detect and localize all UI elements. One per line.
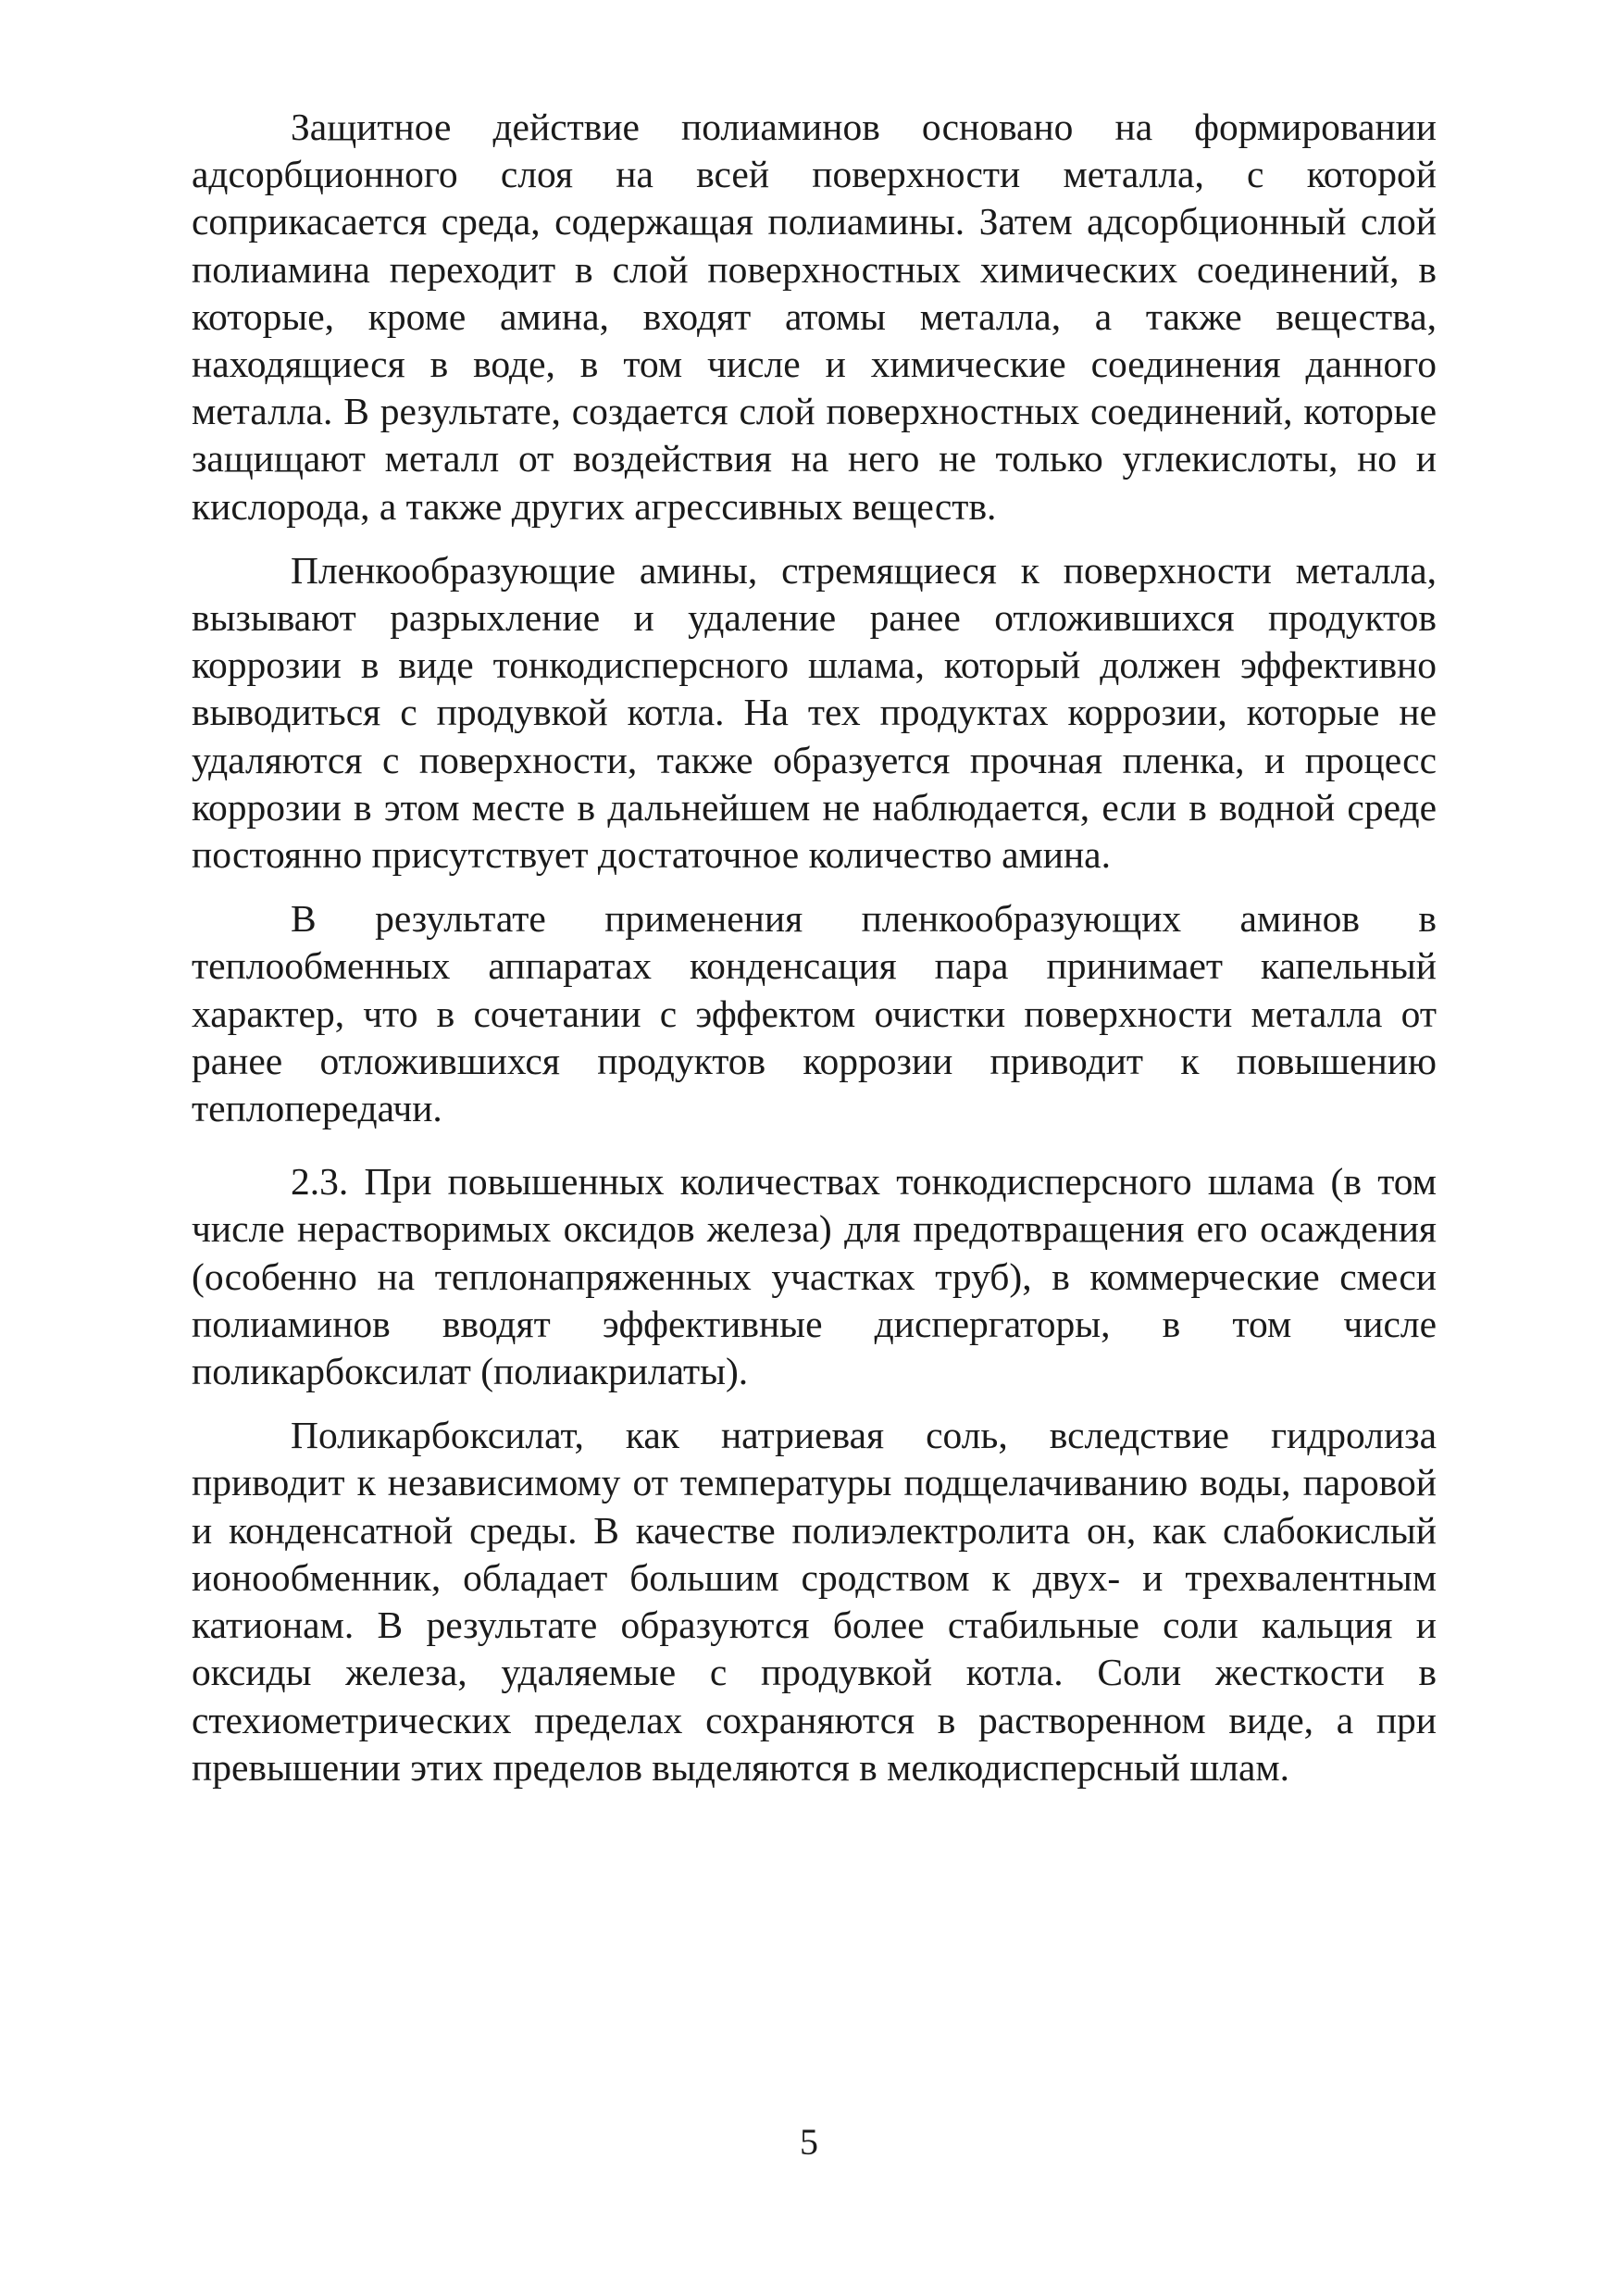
paragraph-heat-transfer: В результате применения пленкообразующих аминов в теплообменных аппаратах конденсация пара принимает капельный характер, что в сочетании с эффектом очистки поверхности металла от ранее отложившихся продуктов коррозии приводит к повышению теплопередачи. bbox=[192, 897, 1437, 1130]
paragraph-polycarboxylate: Поликарбоксилат, как натриевая соль, вследствие гидролиза приводит к независимому от температуры подщелачиванию воды, паровой и конденсатной среды. В качестве полиэлектролита он, как слабокислый ионообменник, обладает большим сродством к двух- и трехвалентным катионам. В результате образуются более стабильные соли кальция и оксиды железа, удаляемые с продувкой котла. Соли жесткости в стехиометрических пределах сохраняются в растворенном виде, а при превышении этих пределов выделяются в мелкодисперсный шлам. bbox=[192, 1414, 1437, 1789]
paragraph-section-2-3: 2.3. При повышенных количествах тонкодисперсного шлама (в том числе нерастворимых оксидов железа) для предотвращения его осаждения (особенно на теплонапряженных участках труб), в коммерческие смеси полиаминов вводят эффективные диспергаторы, в том числе поликарбоксилат (полиакрилаты). bbox=[192, 1160, 1437, 1393]
page-number: 5 bbox=[800, 2121, 818, 2163]
paragraph-film-forming-amines: Пленкообразующие амины, стремящиеся к поверхности металла, вызывают разрыхление и удаление ранее отложившихся продуктов коррозии в виде тонкодисперсного шлама, который должен эффективно выводиться с продувкой котла. На тех продуктах коррозии, которые не удаляются с поверхности, также образуется прочная пленка, и процесс коррозии в этом месте в дальнейшем не наблюдается, если в водной среде постоянно присутствует достаточное количество амина. bbox=[192, 548, 1437, 877]
paragraph-polyamine-protection: Защитное действие полиаминов основано на формировании адсорбционного слоя на всей поверхности металла, с которой соприкасается среда, содержащая полиамины. Затем адсорбционный слой полиамина переходит в слой поверхностных химических соединений, в которые, кроме амина, входят атомы металла, а также вещества, находящиеся в воде, в том числе и химические соединения данного металла. В результате, создается слой поверхностных соединений, которые защищают металл от воздействия на него не только углекислоты, но и кислорода, а также других агрессивных веществ. bbox=[192, 106, 1437, 528]
body-text bbox=[192, 104, 1437, 1791]
